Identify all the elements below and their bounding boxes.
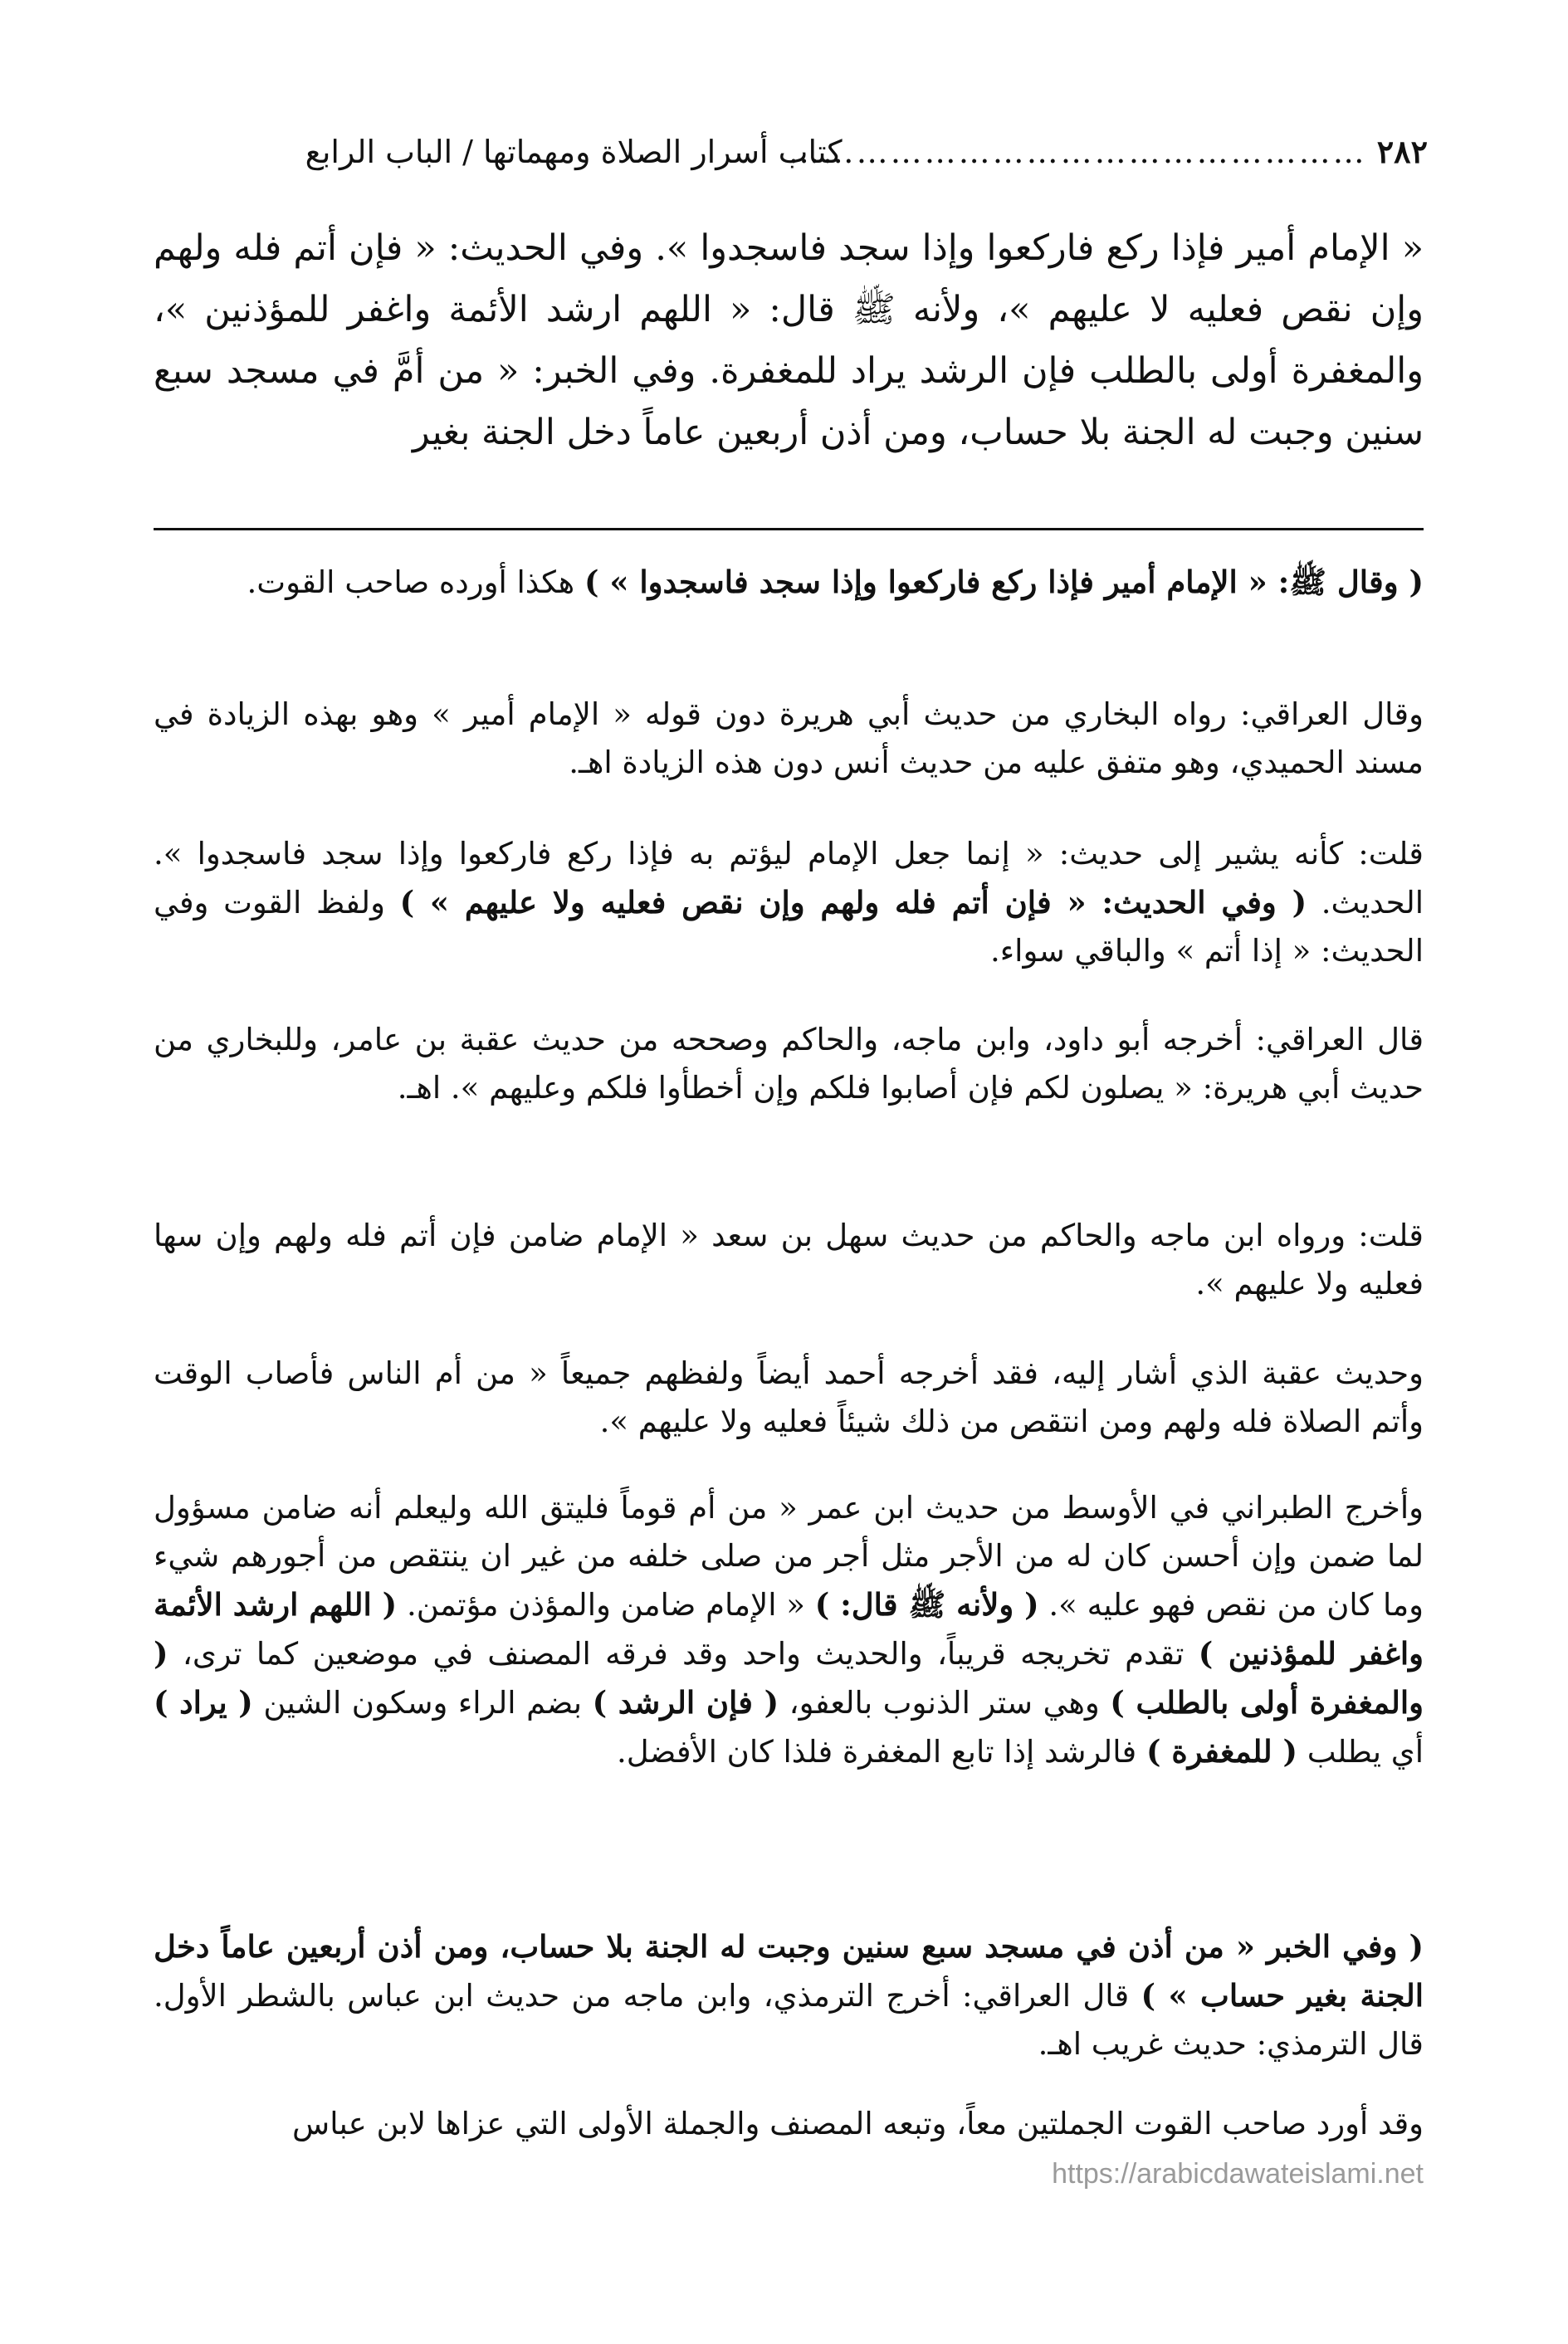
bold-quote-run: ( وقال ﷺ: « الإمام أمير فإذا ركع فاركعوا وإذا سجد فاسجدوا » ) bbox=[584, 564, 1424, 600]
commentary-paragraph bbox=[154, 1212, 1424, 1308]
bold-quote-run: ( وفي الحديث: « فإن أتم فله ولهم وإن نقص فعليه ولا عليهم » ) bbox=[399, 884, 1307, 921]
commentary-paragraph bbox=[154, 1922, 1424, 2068]
text-run: وهي ستر الذنوب بالعفو، bbox=[779, 1685, 1111, 1721]
bold-quote-run: ( وفي الخبر « من أذن في مسجد سبع سنين وجبت له الجنة بلا حساب، ومن أذن أربعين عاماً دخل الجنة بغير حساب » ) bbox=[154, 1928, 1424, 2014]
text-run: وحديث عقبة الذي أشار إليه، فقد أخرجه أحمد أيضاً ولفظهم جميعاً « من أم الناس فأصاب الوقت وأتم الصلاة فله ولهم ومن انتقص من ذلك شيئاً فعليه ولا عليهم ». bbox=[154, 1355, 1424, 1439]
text-run: وأخرج الطبراني في الأوسط من حديث ابن عمر « من أم قوماً فليتق الله وليعلم أنه ضامن مسؤول لما ضمن وإن أحسن كان له من الأجر مثل أجر من صلى خلفه من غير ان ينتقص من أجورهم شيء وما كان من نقص فهو عليه ». bbox=[154, 1490, 1424, 1623]
bold-quote-run: ( والمغفرة أولى بالطلب ) bbox=[154, 1635, 1424, 1721]
text-run: ولفظ القوت وفي الحديث: « إذا أتم » والباقي سواء. bbox=[154, 885, 1424, 969]
commentary-paragraph bbox=[154, 1484, 1424, 1776]
text-run: قال العراقي: أخرج الترمذي، وابن ماجه من حديث ابن عباس بالشطر الأول. قال الترمذي: حديث غريب اهـ. bbox=[154, 1978, 1424, 2062]
text-run: تقدم تخريجه قريباً، والحديث واحد وقد فرقه المصنف في موضعين كما ترى، bbox=[168, 1636, 1199, 1672]
commentary-paragraph bbox=[154, 2100, 1424, 2148]
commentary-paragraph bbox=[154, 558, 1424, 607]
text-run: فالرشد إذا تابع المغفرة فلذا كان الأفضل. bbox=[616, 1734, 1146, 1770]
text-run: هكذا أورده صاحب القوت. bbox=[247, 564, 584, 600]
text-run: قلت: كأنه يشير إلى حديث: « إنما جعل الإمام ليؤتم به فإذا ركع فاركعوا وإذا سجد فاسجدوا ». الحديث. bbox=[154, 836, 1424, 921]
bold-quote-run: ( يراد ) bbox=[154, 1684, 253, 1721]
text-run: بضم الراء وسكون الشين bbox=[252, 1685, 593, 1721]
text-run: وقال العراقي: رواه البخاري من حديث أبي هريرة دون قوله « الإمام أمير » وهو بهذه الزيادة في مسند الحميدي، وهو متفق عليه من حديث أنس دون هذه الزيادة اهـ. bbox=[154, 696, 1424, 780]
text-run: وقد أورد صاحب القوت الجملتين معاً، وتبعه المصنف والجملة الأولى التي عزاها لابن عباس bbox=[292, 2106, 1424, 2141]
page-number: ٢٨٢ bbox=[1376, 133, 1428, 170]
text-run: قلت: ورواه ابن ماجه والحاكم من حديث سهل بن سعد « الإمام ضامن فإن أتم فله ولهم وإن سها فعليه ولا عليهم ». bbox=[154, 1218, 1424, 1301]
text-run: قال العراقي: أخرجه أبو داود، وابن ماجه، والحاكم وصححه من حديث عقبة بن عامر، وللبخاري من حديث أبي هريرة: « يصلون لكم فإن أصابوا فلكم وإن أخطأوا فلكم وعليهم ». اهـ. bbox=[154, 1022, 1424, 1106]
main-text: « الإمام أمير فإذا ركع فاركعوا وإذا سجد فاسجدوا ». وفي الحديث: « فإن أتم فله ولهم وإن نقص فعليه لا عليهم »، ولأنه ﷺ قال: « اللهم ارشد الأئمة واغفر للمؤذنين »، والمغفرة أولى بالطلب فإن الرشد يراد للمغفرة. وفي الخبر: « من أمَّ في مسجد سبع سنين وجبت له الجنة بلا حساب، ومن أذن أربعين عاماً دخل الجنة بغير bbox=[154, 227, 1424, 453]
header-leader-dots: …………………………………………… bbox=[788, 134, 1367, 170]
commentary-paragraph bbox=[154, 830, 1424, 975]
text-run: « الإمام ضامن والمؤذن مؤتمن. bbox=[397, 1587, 815, 1623]
bold-quote-run: ( للمغفرة ) bbox=[1145, 1733, 1297, 1770]
watermark: https://arabicdawateislami.net bbox=[1052, 2158, 1424, 2190]
separator-rule bbox=[154, 528, 1424, 530]
text-run: أي يطلب bbox=[1297, 1734, 1424, 1770]
running-header bbox=[149, 123, 1428, 181]
bold-quote-run: ( فإن الرشد ) bbox=[592, 1684, 779, 1721]
bold-quote-run: ( اللهم ارشد الأئمة واغفر للمؤذنين ) bbox=[154, 1586, 1424, 1672]
commentary-paragraph bbox=[154, 1350, 1424, 1446]
bold-quote-run: ( ولأنه ﷺ قال: ) bbox=[814, 1586, 1039, 1623]
commentary-paragraph bbox=[154, 1016, 1424, 1112]
running-title: كتاب أسرار الصلاة ومهماتها / الباب الرابع bbox=[305, 134, 843, 170]
commentary-paragraph bbox=[154, 691, 1424, 787]
